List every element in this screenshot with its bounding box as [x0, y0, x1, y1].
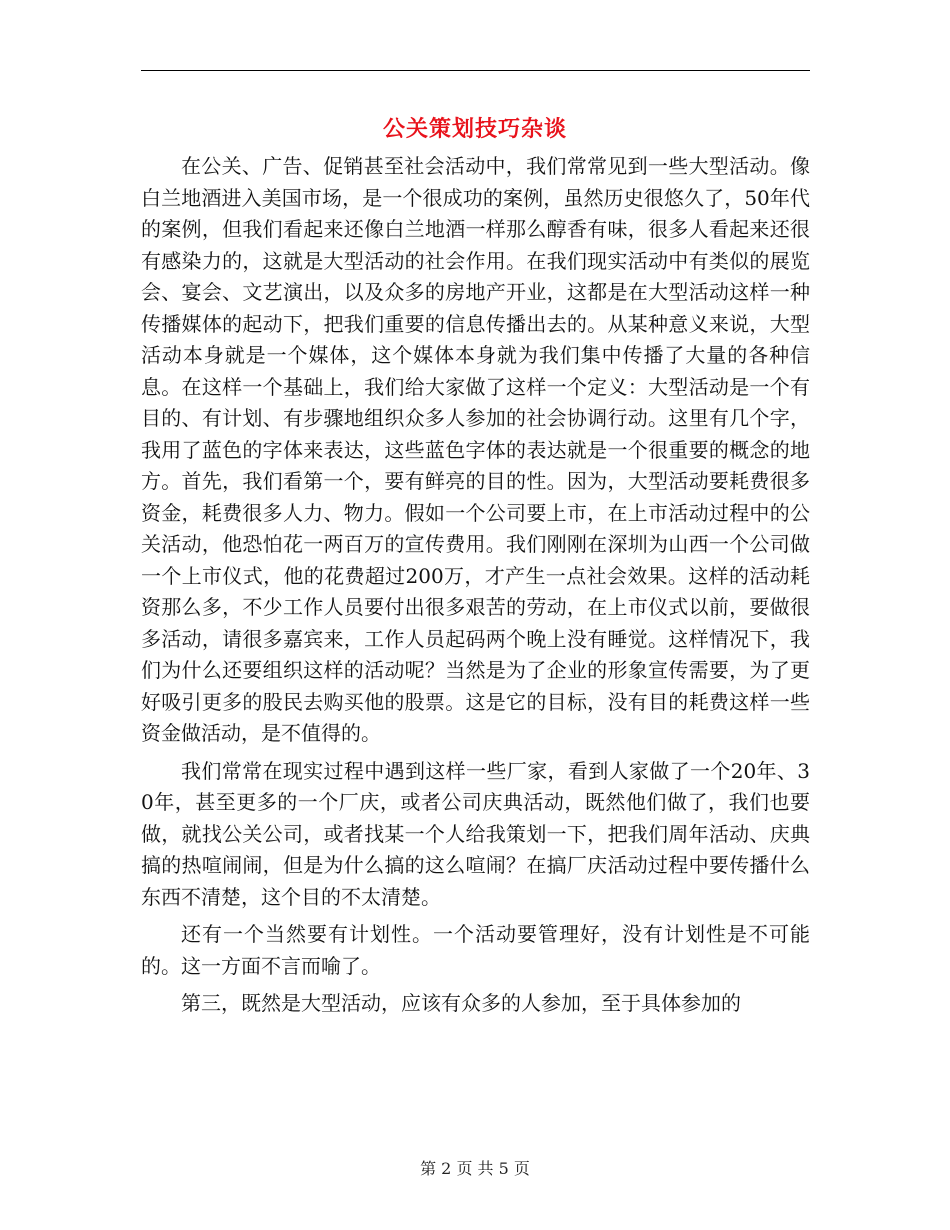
paragraph-2: 我们常常在现实过程中遇到这样一些厂家，看到人家做了一个20年、30年，甚至更多的一个厂庆，或者公司庆典活动，既然他们做了，我们也要做，就找公关公司，或者找某一个人给我策划一下，把我们周年活动、庆典搞的热喧闹闹，但是为什么搞的这么喧闹？在搞厂庆活动过程中要传播什么东西不清楚，这个目的不太清楚。 — [141, 758, 810, 909]
document-title: 公关策划技巧杂谈 — [382, 116, 567, 142]
page-number: 第 2 页 共 5 页 — [420, 1159, 530, 1178]
document-body — [141, 151, 810, 1020]
paragraph-1: 在公关、广告、促销甚至社会活动中，我们常常见到一些大型活动。像白兰地酒进入美国市场，是一个很成功的案例，虽然历史很悠久了，50年代的案例，但我们看起来还像白兰地酒一样那么醇香有味，很多人看起来还很有感染力的，这就是大型活动的社会作用。在我们现实活动中有类似的展览会、宴会、文艺演出，以及众多的房地产开业，这都是在大型活动这样一种传播媒体的起动下，把我们重要的信息传播出去的。从某种意义来说，大型活动本身就是一个媒体，这个媒体本身就为我们集中传播了大量的各种信息。在这样一个基础上，我们给大家做了这样一个定义：大型活动是一个有目的、有计划、有步骤地组织众多人参加的社会协调行动。这里有几个字，我用了蓝色的字体来表达，这些蓝色字体的表达就是一个很重要的概念的地方。首先，我们看第一个，要有鲜亮的目的性。因为，大型活动要耗费很多资金，耗费很多人力、物力。假如一个公司要上市，在上市活动过程中的公关活动，他恐怕花一两百万的宣传费用。我们刚刚在深圳为山西一个公司做一个上市仪式，他的花费超过200万，才产生一点社会效果。这样的活动耗资那么多，不少工作人员要付出很多艰苦的劳动，在上市仪式以前，要做很多活动，请很多嘉宾来，工作人员起码两个晚上没有睡觉。这样情况下，我们为什么还要组织这样的活动呢？当然是为了企业的形象宣传需要，为了更好吸引更多的股民去购买他的股票。这是它的目标，没有目的耗费这样一些资金做活动，是不值得的。 — [141, 154, 810, 745]
header-rule — [141, 70, 810, 71]
paragraph-4: 第三，既然是大型活动，应该有众多的人参加，至于具体参加的 — [181, 991, 741, 1015]
paragraph-3: 还有一个当然要有计划性。一个活动要管理好，没有计划性是不可能的。这一方面不言而喻了。 — [141, 922, 810, 978]
